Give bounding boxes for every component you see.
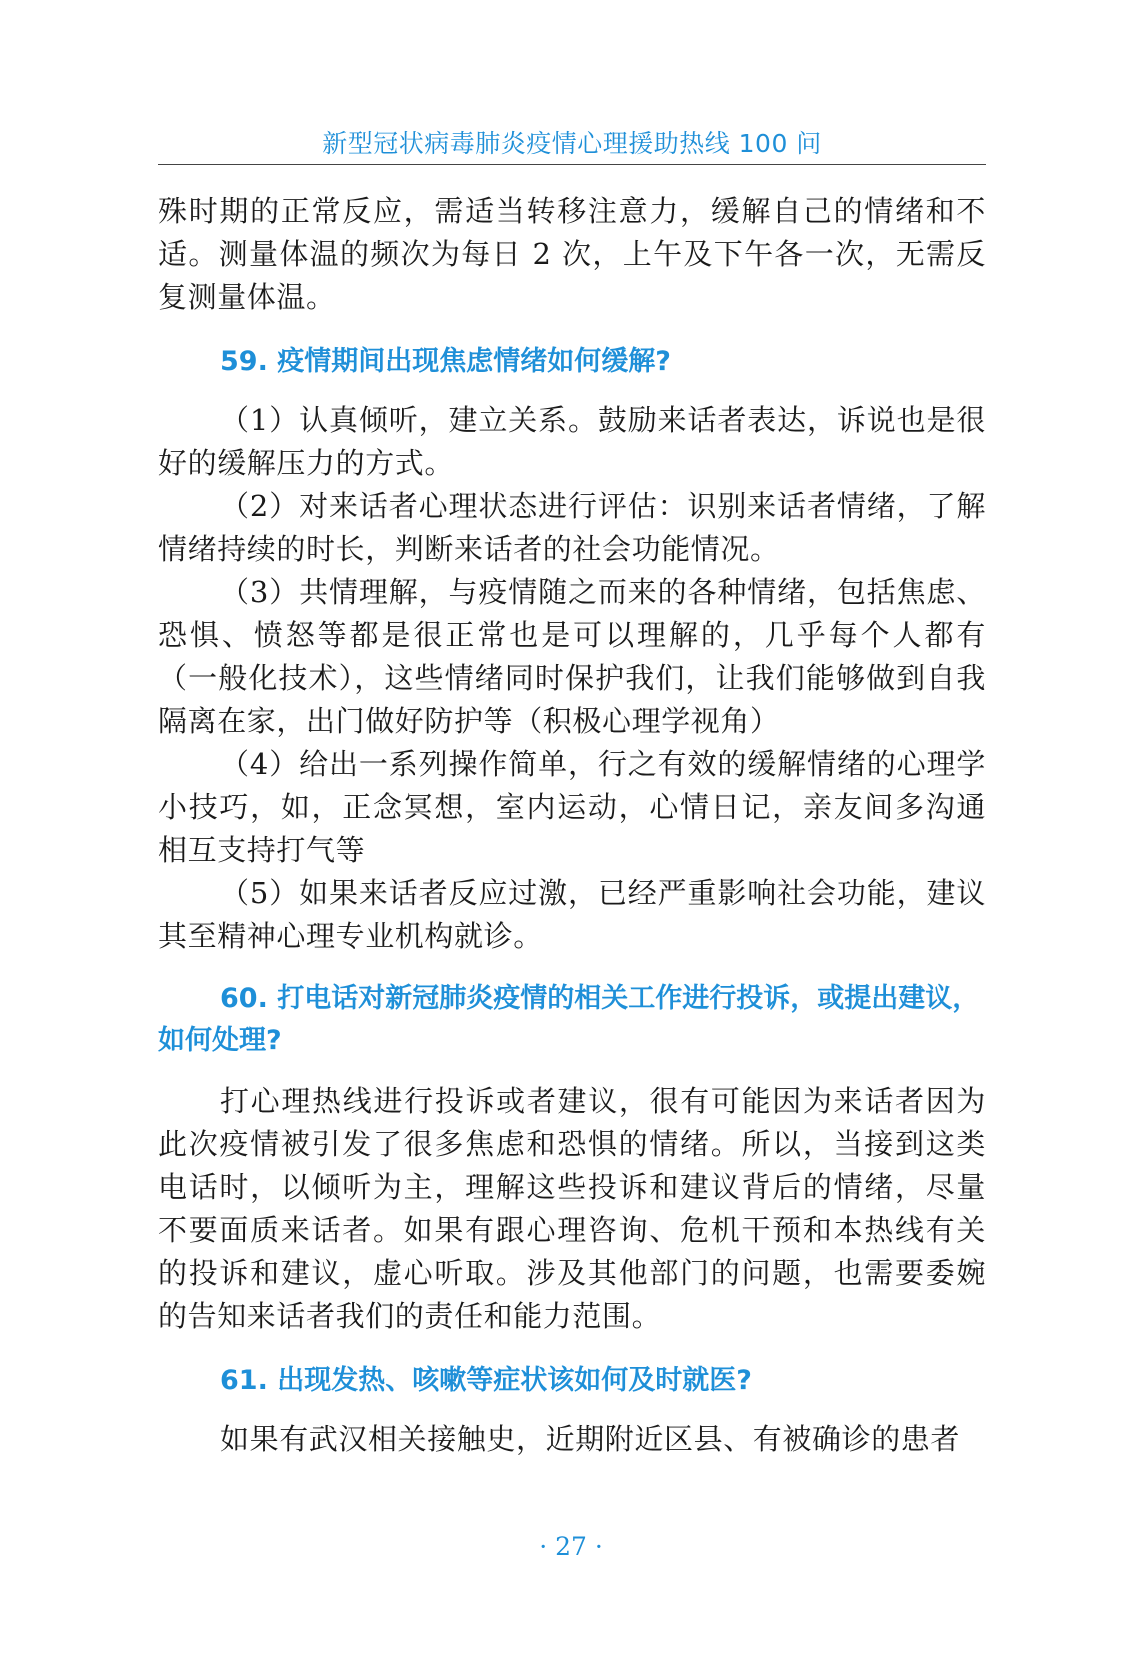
question-61-answer: 如果有武汉相关接触史，近期附近区县、有被确诊的患者 [220, 1422, 961, 1456]
question-59-answer [158, 399, 986, 958]
answer-item: （3）共情理解，与疫情随之而来的各种情绪，包括焦虑、恐惧、愤怒等都是很正常也是可以理解的，几乎每个人都有（一般化技术），这些情绪同时保护我们，让我们能够做到自我隔离在家，出门做好防护等（积极心理学视角） [158, 575, 986, 738]
header-divider [158, 164, 986, 165]
page-content [158, 190, 986, 1461]
question-59-heading: 59. 疫情期间出现焦虑情绪如何缓解? [220, 346, 671, 377]
answer-item: （1）认真倾听，建立关系。鼓励来话者表达，诉说也是很好的缓解压力的方式。 [158, 403, 986, 480]
answer-item: （2）对来话者心理状态进行评估：识别来话者情绪，了解情绪持续的时长，判断来话者的社会功能情况。 [158, 489, 986, 566]
question-60-answer: 打心理热线进行投诉或者建议，很有可能因为来话者因为此次疫情被引发了很多焦虑和恐惧的情绪。所以，当接到这类电话时，以倾听为主，理解这些投诉和建议背后的情绪，尽量不要面质来话者。如果有跟心理咨询、危机干预和本热线有关的投诉和建议，虚心听取。涉及其他部门的问题，也需要委婉的告知来话者我们的责任和能力范围。 [158, 1084, 986, 1333]
page-number: · 27 · [539, 1532, 603, 1561]
question-61-heading: 61. 出现发热、咳嗽等症状该如何及时就医? [220, 1365, 752, 1396]
continued-paragraph: 殊时期的正常反应，需适当转移注意力，缓解自己的情绪和不适。测量体温的频次为每日 2 次，上午及下午各一次，无需反复测量体温。 [158, 194, 986, 314]
question-60-heading: 60. 打电话对新冠肺炎疫情的相关工作进行投诉，或提出建议，如何处理? [158, 983, 980, 1056]
answer-item: （5）如果来话者反应过激，已经严重影响社会功能，建议其至精神心理专业机构就诊。 [158, 876, 986, 953]
running-header: 新型冠状病毒肺炎疫情心理援助热线 100 问 [322, 129, 822, 158]
answer-item: （4）给出一系列操作简单，行之有效的缓解情绪的心理学小技巧，如，正念冥想，室内运动，心情日记，亲友间多沟通相互支持打气等 [158, 747, 986, 867]
